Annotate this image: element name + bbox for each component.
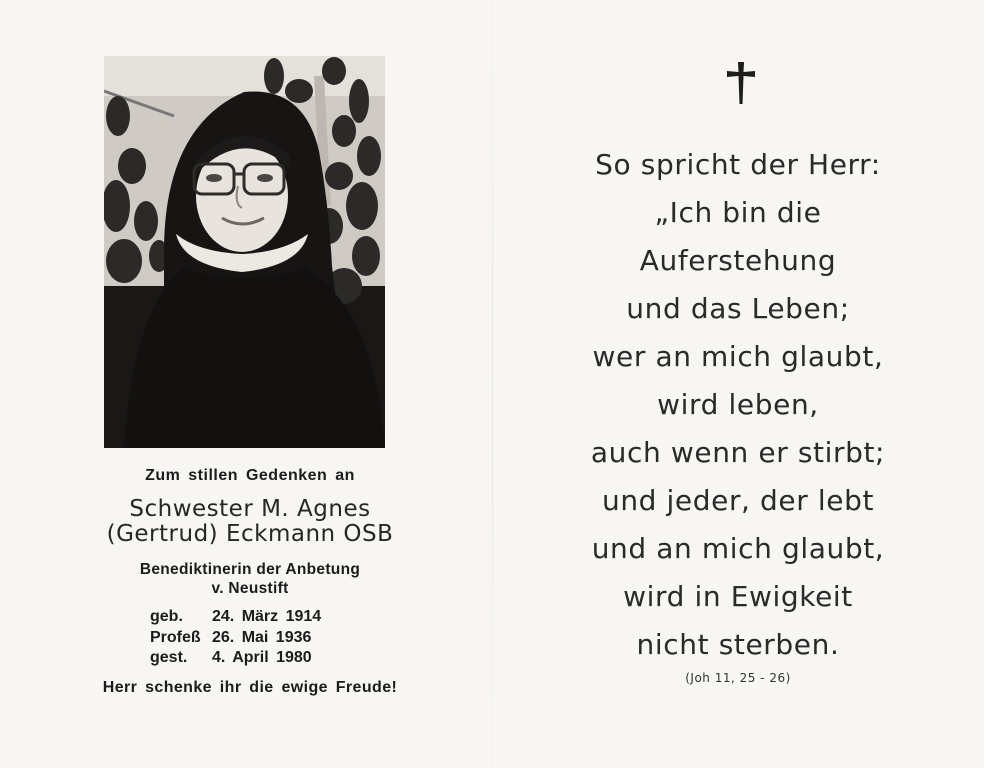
verse-line: wird leben, (657, 388, 819, 421)
date-value: 26. Mai 1936 (212, 628, 312, 646)
verse-line: und an mich glaubt, (591, 532, 885, 565)
verse-line: wer an mich glaubt, (592, 340, 884, 373)
verse-line: „Ich bin die (654, 196, 822, 229)
date-value: 4. April 1980 (212, 649, 312, 666)
bible-verse (532, 141, 944, 669)
verse-line: So spricht der Herr: (595, 148, 881, 181)
date-label: geb. (150, 608, 183, 625)
order-line1: Benediktinerin der Anbetung (139, 561, 361, 578)
date-death (150, 648, 346, 669)
date-label: gest. (150, 649, 188, 666)
date-value: 24. März 1914 (212, 608, 322, 625)
verse-reference: (Joh 11, 25 - 26) (685, 671, 791, 685)
verse-line: Auferstehung (639, 244, 837, 277)
verse-line: wird in Ewigkeit (623, 580, 853, 613)
date-label: Profeß (150, 628, 201, 646)
cross-icon (724, 60, 758, 111)
verse-line: nicht sterben. (636, 628, 840, 661)
verse-line: und das Leben; (626, 292, 850, 325)
date-profession (150, 628, 346, 649)
date-birth (150, 607, 346, 628)
order-line2: v. Neustift (211, 580, 289, 597)
deceased-name-line2: (Gertrud) Eckmann OSB (106, 521, 394, 547)
verse-line: auch wenn er stirbt; (590, 436, 886, 469)
deceased-name-line1: Schwester M. Agnes (129, 496, 371, 522)
verse-line: und jeder, der lebt (601, 484, 875, 517)
memorial-line: Zum stillen Gedenken an (145, 467, 355, 484)
blessing-line: Herr schenke ihr die ewige Freude! (102, 679, 398, 696)
portrait-photo (104, 56, 385, 448)
life-dates (150, 607, 346, 669)
right-panel (492, 0, 984, 768)
